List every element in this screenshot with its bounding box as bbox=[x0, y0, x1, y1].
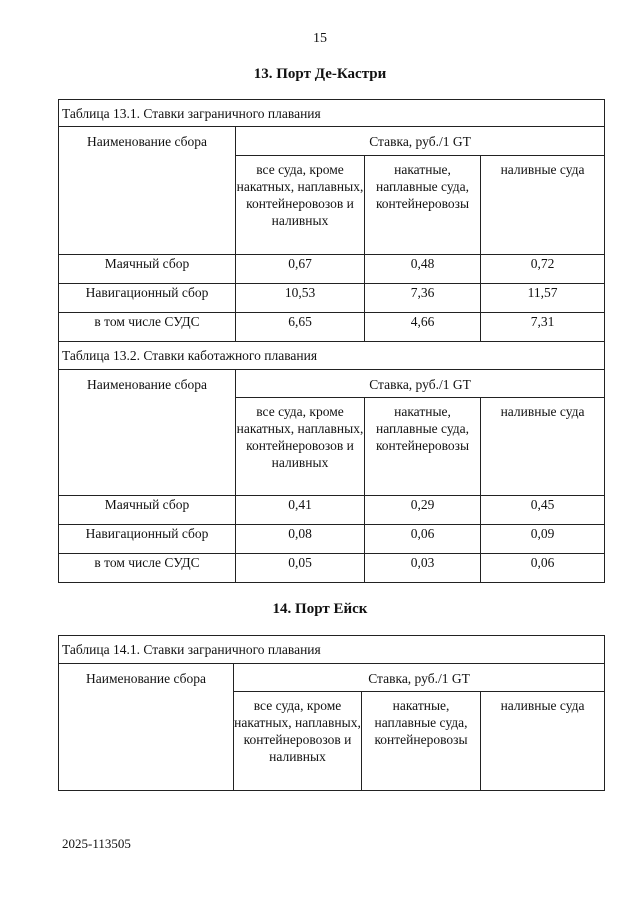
document-code: 2025-113505 bbox=[62, 836, 131, 851]
rate-value: 7,31 bbox=[481, 313, 605, 342]
sub-header-roro-container: накатные, наплавные суда, контейнеровозы bbox=[362, 692, 481, 791]
rate-value: 7,36 bbox=[365, 284, 481, 313]
fee-name: Маячный сбор bbox=[59, 496, 236, 525]
table-row bbox=[59, 496, 605, 525]
table-row bbox=[59, 284, 605, 313]
sub-header-general-cargo: все суда, кроме накатных, наплавных, контейнеровозов и наливных bbox=[236, 398, 365, 496]
rate-value: 0,06 bbox=[365, 525, 481, 554]
section-title-13: 13. Порт Де-Кастри bbox=[253, 66, 387, 82]
fee-name: в том числе СУДС bbox=[59, 554, 236, 583]
column-header-name: Наименование сбора bbox=[59, 127, 236, 255]
sub-header-roro-container: накатные, наплавные суда, контейнеровозы bbox=[365, 398, 481, 496]
section-title-14: 14. Порт Ейск bbox=[272, 601, 368, 617]
sub-header-tankers: наливные суда bbox=[481, 156, 605, 255]
rate-value: 0,72 bbox=[481, 255, 605, 284]
table-caption: Таблица 13.2. Ставки каботажного плавания bbox=[59, 342, 605, 370]
rate-value: 0,09 bbox=[481, 525, 605, 554]
table-13-1-and-13-2 bbox=[58, 99, 605, 583]
rate-value: 6,65 bbox=[236, 313, 365, 342]
table-caption: Таблица 14.1. Ставки заграничного плавания bbox=[59, 636, 605, 664]
sub-header-tankers: наливные суда bbox=[481, 398, 605, 496]
fee-name: в том числе СУДС bbox=[59, 313, 236, 342]
table-row bbox=[59, 313, 605, 342]
column-header-rate: Ставка, руб./1 GT bbox=[234, 664, 605, 692]
table-row bbox=[59, 554, 605, 583]
rate-value: 0,03 bbox=[365, 554, 481, 583]
column-header-rate: Ставка, руб./1 GT bbox=[236, 370, 605, 398]
fee-name: Навигационный сбор bbox=[59, 525, 236, 554]
sub-header-roro-container: накатные, наплавные суда, контейнеровозы bbox=[365, 156, 481, 255]
rate-value: 0,06 bbox=[481, 554, 605, 583]
column-header-name: Наименование сбора bbox=[59, 370, 236, 496]
rate-value: 0,05 bbox=[236, 554, 365, 583]
rate-value: 0,29 bbox=[365, 496, 481, 525]
rate-value: 4,66 bbox=[365, 313, 481, 342]
table-row bbox=[59, 525, 605, 554]
column-header-name: Наименование сбора bbox=[59, 664, 234, 791]
sub-header-tankers: наливные суда bbox=[481, 692, 605, 791]
rate-value: 0,41 bbox=[236, 496, 365, 525]
rate-value: 0,48 bbox=[365, 255, 481, 284]
page-number: 15 bbox=[313, 31, 327, 46]
table-caption: Таблица 13.1. Ставки заграничного плавания bbox=[59, 100, 605, 127]
sub-header-general-cargo: все суда, кроме накатных, наплавных, контейнеровозов и наливных bbox=[236, 156, 365, 255]
rate-value: 0,45 bbox=[481, 496, 605, 525]
rate-value: 11,57 bbox=[481, 284, 605, 313]
rate-value: 0,08 bbox=[236, 525, 365, 554]
rate-value: 10,53 bbox=[236, 284, 365, 313]
fee-name: Маячный сбор bbox=[59, 255, 236, 284]
sub-header-general-cargo: все суда, кроме накатных, наплавных, контейнеровозов и наливных bbox=[234, 692, 362, 791]
column-header-rate: Ставка, руб./1 GT bbox=[236, 127, 605, 156]
rate-value: 0,67 bbox=[236, 255, 365, 284]
fee-name: Навигационный сбор bbox=[59, 284, 236, 313]
table-row bbox=[59, 255, 605, 284]
table-14-1 bbox=[58, 635, 605, 791]
